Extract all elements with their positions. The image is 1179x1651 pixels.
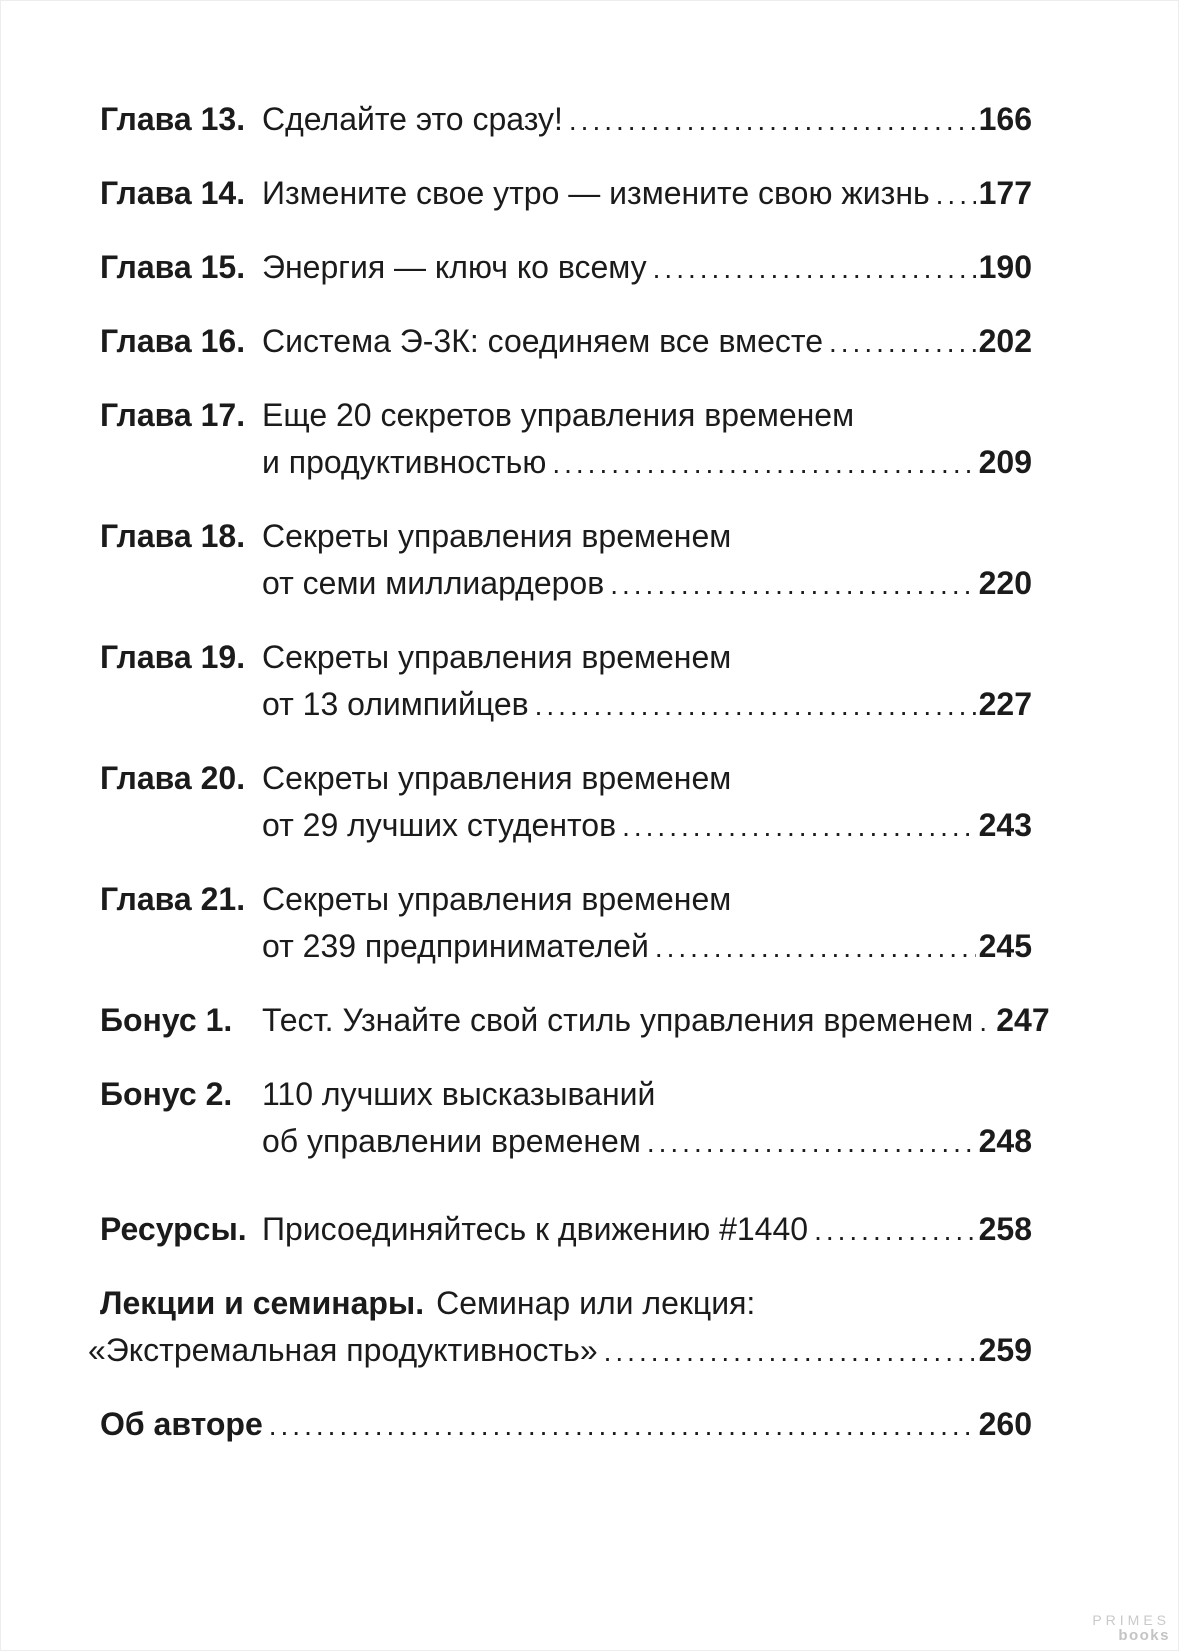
dot-leader	[655, 923, 976, 971]
toc-line	[262, 244, 1032, 292]
dot-leader	[653, 244, 976, 292]
chapter-label: Глава 14.	[100, 175, 246, 211]
toc-line	[262, 755, 1032, 802]
toc-entry-ch19	[100, 634, 1032, 729]
toc-entry-ch18	[100, 513, 1032, 608]
bonus-label: Бонус 2.	[100, 1076, 233, 1112]
toc-line	[262, 923, 1032, 971]
table-of-contents	[88, 96, 1050, 1475]
dot-leader	[647, 1118, 976, 1166]
toc-line	[262, 997, 1050, 1045]
toc-line	[262, 634, 1032, 681]
page-number: 177	[978, 175, 1032, 211]
chapter-label: Глава 17.	[100, 397, 246, 433]
toc-line	[88, 1327, 1032, 1375]
publisher-watermark	[1092, 1613, 1170, 1643]
chapter-label: Глава 21.	[100, 881, 246, 917]
chapter-title: Сделайте это сразу!	[262, 101, 563, 137]
toc-entry-ch14	[100, 170, 1032, 218]
page-number: 258	[978, 1211, 1032, 1247]
chapter-title: Энергия — ключ ко всему	[262, 249, 647, 285]
page-number: 248	[978, 1123, 1032, 1159]
toc-line	[262, 96, 1032, 144]
dot-leader	[936, 170, 976, 218]
bonus-title: Тест. Узнайте свой стиль управления временем	[262, 1002, 974, 1038]
resources-title: Присоединяйтесь к движению #1440	[262, 1211, 809, 1247]
toc-line	[262, 560, 1032, 608]
toc-line	[262, 439, 1032, 487]
page-number: 243	[978, 807, 1032, 843]
page-number: 190	[978, 249, 1032, 285]
dot-leader	[814, 1206, 976, 1254]
toc-entry-about-author	[100, 1401, 1032, 1449]
lectures-title-cont: «Экстремальная продуктивность»	[88, 1332, 598, 1368]
toc-line	[262, 513, 1032, 560]
toc-entry-bonus2	[100, 1071, 1032, 1166]
bonus-label: Бонус 1.	[100, 1002, 233, 1038]
toc-line	[262, 170, 1032, 218]
chapter-title-cont: от 29 лучших студентов	[262, 807, 617, 843]
chapter-title: Еще 20 секретов управления временем	[262, 397, 855, 433]
toc-entry-lectures	[88, 1280, 1032, 1375]
chapter-title-cont: от 239 предпринимателей	[262, 928, 649, 964]
chapter-title: Система Э-3К: соединяем все вместе	[262, 323, 823, 359]
lectures-intro: Семинар или лекция:	[436, 1285, 756, 1321]
toc-line	[262, 681, 1032, 729]
bonus-title: 110 лучших высказываний	[262, 1076, 656, 1112]
watermark-sub: books	[1118, 1627, 1170, 1644]
page-number: 259	[978, 1332, 1032, 1368]
toc-line	[262, 802, 1032, 850]
toc-line	[262, 876, 1032, 923]
toc-line	[262, 318, 1032, 366]
page-number: 220	[978, 565, 1032, 601]
chapter-label: Глава 13.	[100, 101, 246, 137]
chapter-title-cont: и продуктивностью	[262, 444, 547, 480]
chapter-label: Глава 20.	[100, 760, 246, 796]
dot-leader	[569, 96, 976, 144]
toc-entry-ch16	[100, 318, 1032, 366]
toc-entry-ch21	[100, 876, 1032, 971]
about-author-label: Об авторе	[100, 1406, 263, 1442]
toc-entry-ch15	[100, 244, 1032, 292]
toc-line	[262, 392, 1032, 439]
toc-entry-resources	[100, 1206, 1032, 1254]
chapter-title: Секреты управления временем	[262, 518, 732, 554]
chapter-title: Секреты управления временем	[262, 760, 732, 796]
dot-leader	[269, 1401, 976, 1449]
chapter-label: Глава 19.	[100, 639, 246, 675]
chapter-title-cont: от семи миллиардеров	[262, 565, 605, 601]
chapter-title: Секреты управления временем	[262, 881, 732, 917]
chapter-title-cont: от 13 олимпийцев	[262, 686, 529, 722]
bonus-title-cont: об управлении временем	[262, 1123, 641, 1159]
page-number: 166	[978, 101, 1032, 137]
dot-leader	[552, 439, 975, 487]
page-number: 247	[996, 1002, 1050, 1038]
dot-leader	[979, 997, 993, 1045]
toc-line	[100, 1280, 1032, 1327]
chapter-label: Глава 18.	[100, 518, 246, 554]
chapter-label: Глава 15.	[100, 249, 246, 285]
toc-line	[100, 1401, 1032, 1449]
dot-leader	[622, 802, 976, 850]
page-number: 209	[978, 444, 1032, 480]
lectures-label: Лекции и семинары.	[100, 1285, 425, 1321]
toc-entry-bonus1	[100, 997, 1050, 1045]
toc-line	[262, 1206, 1032, 1254]
toc-line	[262, 1118, 1032, 1166]
chapter-title: Секреты управления временем	[262, 639, 732, 675]
chapter-title: Измените свое утро — измените свою жизнь	[262, 175, 930, 211]
toc-entry-ch17	[100, 392, 1032, 487]
page-number: 202	[978, 323, 1032, 359]
dot-leader	[829, 318, 976, 366]
dot-leader	[535, 681, 976, 729]
dot-leader	[610, 560, 975, 608]
resources-label: Ресурсы.	[100, 1211, 247, 1247]
toc-entry-ch13	[100, 96, 1032, 144]
toc-entry-ch20	[100, 755, 1032, 850]
page-number: 227	[978, 686, 1032, 722]
watermark-brand: PRIMES	[1092, 1612, 1170, 1628]
page-number: 245	[978, 928, 1032, 964]
toc-line	[262, 1071, 1032, 1118]
page-number: 260	[978, 1406, 1032, 1442]
chapter-label: Глава 16.	[100, 323, 246, 359]
dot-leader	[604, 1327, 976, 1375]
